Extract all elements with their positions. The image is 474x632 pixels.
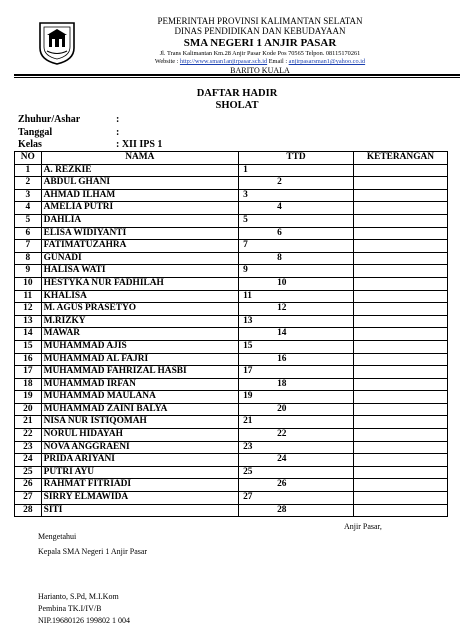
row-no: 26 <box>15 479 42 492</box>
table-row <box>15 391 448 404</box>
table-row <box>15 441 448 454</box>
row-signature: 4 <box>239 202 354 215</box>
row-keterangan <box>353 429 447 442</box>
row-no: 7 <box>15 240 42 253</box>
row-name: PRIDA ARIYANI <box>41 454 238 467</box>
row-name: M. AGUS PRASETYO <box>41 303 238 316</box>
row-name: KHALISA <box>41 290 238 303</box>
meta-kelas-value: : XII IPS 1 <box>116 139 163 150</box>
row-name: AMELIA PUTRI <box>41 202 238 215</box>
row-keterangan <box>353 164 447 177</box>
row-keterangan <box>353 202 447 215</box>
row-name: A. REZKIE <box>41 164 238 177</box>
row-name: MUHAMMAD FAHRIZAL HASBI <box>41 366 238 379</box>
row-no: 21 <box>15 416 42 429</box>
table-row <box>15 265 448 278</box>
row-name: MUHAMMAD AJIS <box>41 340 238 353</box>
row-keterangan <box>353 189 447 202</box>
table-header-row <box>15 152 448 165</box>
table-row <box>15 303 448 316</box>
row-name: MUHAMMAD MAULANA <box>41 391 238 404</box>
row-keterangan <box>353 454 447 467</box>
meta-tanggal-value: : <box>116 127 120 138</box>
row-signature: 13 <box>239 315 354 328</box>
table-row <box>15 189 448 202</box>
row-keterangan <box>353 240 447 253</box>
row-keterangan <box>353 328 447 341</box>
row-keterangan <box>353 227 447 240</box>
row-keterangan <box>353 265 447 278</box>
table-row <box>15 353 448 366</box>
row-no: 24 <box>15 454 42 467</box>
row-no: 5 <box>15 214 42 227</box>
meta-zhuhur-value: : <box>116 114 120 125</box>
header-contact <box>110 58 410 65</box>
row-no: 2 <box>15 177 42 190</box>
row-no: 25 <box>15 466 42 479</box>
row-name: MAWAR <box>41 328 238 341</box>
row-keterangan <box>353 303 447 316</box>
table-row <box>15 492 448 505</box>
row-keterangan <box>353 214 447 227</box>
row-keterangan <box>353 403 447 416</box>
table-row <box>15 227 448 240</box>
row-no: 10 <box>15 277 42 290</box>
row-name: NORUL HIDAYAH <box>41 429 238 442</box>
table-row <box>15 366 448 379</box>
row-no: 11 <box>15 290 42 303</box>
meta-tanggal-label: Tanggal <box>18 127 53 138</box>
row-name: GUNADI <box>41 252 238 265</box>
table-row <box>15 164 448 177</box>
row-no: 8 <box>15 252 42 265</box>
row-signature: 3 <box>239 189 354 202</box>
row-no: 28 <box>15 504 42 517</box>
meta-kelas <box>18 139 162 150</box>
row-name: DAHLIA <box>41 214 238 227</box>
row-keterangan <box>353 466 447 479</box>
meta-zhuhur-label: Zhuhur/Ashar <box>18 114 81 125</box>
header-region: BARITO KUALA <box>230 66 290 75</box>
row-no: 4 <box>15 202 42 215</box>
table-row <box>15 277 448 290</box>
page-title: DAFTAR HADIR <box>196 88 278 99</box>
row-signature: 1 <box>239 164 354 177</box>
email-label: Email : <box>267 58 289 65</box>
row-keterangan <box>353 416 447 429</box>
row-name: HESTYKA NUR FADHILAH <box>41 277 238 290</box>
row-signature: 6 <box>239 227 354 240</box>
attendance-table <box>14 151 448 517</box>
row-no: 1 <box>15 164 42 177</box>
row-no: 3 <box>15 189 42 202</box>
row-name: MUHAMMAD IRFAN <box>41 378 238 391</box>
row-signature: 12 <box>239 303 354 316</box>
table-row <box>15 416 448 429</box>
row-no: 20 <box>15 403 42 416</box>
header-government: PEMERINTAH PROVINSI KALIMANTAN SELATAN <box>157 16 363 26</box>
row-keterangan <box>353 277 447 290</box>
signer-nip: NIP.19680126 199802 1 004 <box>38 616 131 625</box>
col-header-keterangan: KETERANGAN <box>353 152 447 165</box>
row-no: 23 <box>15 441 42 454</box>
row-signature: 24 <box>239 454 354 467</box>
row-keterangan <box>353 177 447 190</box>
row-keterangan <box>353 252 447 265</box>
row-no: 27 <box>15 492 42 505</box>
table-row <box>15 328 448 341</box>
website-label: Website : <box>154 58 180 65</box>
col-header-nama: NAMA <box>41 152 238 165</box>
row-name: RAHMAT FITRIADI <box>41 479 238 492</box>
row-keterangan <box>353 353 447 366</box>
row-name: PUTRI AYU <box>41 466 238 479</box>
row-signature: 19 <box>239 391 354 404</box>
row-signature: 26 <box>239 479 354 492</box>
row-signature: 25 <box>239 466 354 479</box>
table-row <box>15 454 448 467</box>
row-no: 12 <box>15 303 42 316</box>
meta-kelas-label: Kelas <box>18 139 42 150</box>
row-keterangan <box>353 340 447 353</box>
row-signature: 2 <box>239 177 354 190</box>
row-no: 18 <box>15 378 42 391</box>
row-name: HALISA WATI <box>41 265 238 278</box>
page-subtitle: SHOLAT <box>215 100 259 111</box>
row-name: MUHAMMAD ZAINI BALYA <box>41 403 238 416</box>
row-keterangan <box>353 315 447 328</box>
row-signature: 14 <box>239 328 354 341</box>
table-row <box>15 479 448 492</box>
school-emblem-icon <box>37 20 77 66</box>
row-no: 6 <box>15 227 42 240</box>
signer-rank: Pembina TK.I/IV/B <box>38 604 102 613</box>
email-link[interactable]: anjirpasarsman1@yahoo.co.id <box>288 58 366 65</box>
col-header-no: NO <box>15 152 42 165</box>
row-signature: 27 <box>239 492 354 505</box>
row-signature: 28 <box>239 504 354 517</box>
row-signature: 10 <box>239 277 354 290</box>
row-name: SITI <box>41 504 238 517</box>
row-signature: 22 <box>239 429 354 442</box>
table-row <box>15 340 448 353</box>
signature-place: Anjir Pasar, <box>344 522 382 531</box>
table-row <box>15 378 448 391</box>
row-signature: 21 <box>239 416 354 429</box>
row-signature: 15 <box>239 340 354 353</box>
meta-zhuhur <box>18 114 119 125</box>
row-keterangan <box>353 290 447 303</box>
table-row <box>15 214 448 227</box>
row-keterangan <box>353 366 447 379</box>
row-signature: 16 <box>239 353 354 366</box>
row-no: 16 <box>15 353 42 366</box>
row-no: 14 <box>15 328 42 341</box>
row-name: MUHAMMAD AL FAJRI <box>41 353 238 366</box>
row-signature: 5 <box>239 214 354 227</box>
row-keterangan <box>353 479 447 492</box>
row-name: NOVA ANGGRAENI <box>41 441 238 454</box>
row-signature: 23 <box>239 441 354 454</box>
table-row <box>15 466 448 479</box>
row-keterangan <box>353 378 447 391</box>
row-signature: 11 <box>239 290 354 303</box>
row-name: AHMAD ILHAM <box>41 189 238 202</box>
row-name: ELISA WIDIYANTI <box>41 227 238 240</box>
table-row <box>15 504 448 517</box>
header-school-name: SMA NEGERI 1 ANJIR PASAR <box>183 37 337 49</box>
website-link[interactable]: http://www.sman1anjirpasar.sch.id <box>179 58 268 65</box>
header-divider-thin <box>14 77 460 78</box>
row-name: M.RIZKY <box>41 315 238 328</box>
row-no: 9 <box>15 265 42 278</box>
row-no: 22 <box>15 429 42 442</box>
table-row <box>15 252 448 265</box>
table-row <box>15 177 448 190</box>
row-signature: 8 <box>239 252 354 265</box>
row-keterangan <box>353 492 447 505</box>
row-no: 15 <box>15 340 42 353</box>
col-header-ttd: TTD <box>239 152 354 165</box>
table-row <box>15 403 448 416</box>
row-signature: 9 <box>239 265 354 278</box>
signature-position: Kepala SMA Negeri 1 Anjir Pasar <box>38 547 148 556</box>
row-no: 19 <box>15 391 42 404</box>
row-signature: 20 <box>239 403 354 416</box>
row-name: NISA NUR ISTIQOMAH <box>41 416 238 429</box>
signer-name: Harianto, S.Pd, M.I.Kom <box>38 592 119 601</box>
row-signature: 7 <box>239 240 354 253</box>
row-signature: 18 <box>239 378 354 391</box>
row-no: 17 <box>15 366 42 379</box>
header-department: DINAS PENDIDIKAN DAN KEBUDAYAAN <box>174 26 346 36</box>
row-name: ABDUL GHANI <box>41 177 238 190</box>
row-signature: 17 <box>239 366 354 379</box>
row-keterangan <box>353 441 447 454</box>
header-divider <box>14 74 460 76</box>
row-keterangan <box>353 391 447 404</box>
row-name: SIRRY ELMAWIDA <box>41 492 238 505</box>
table-row <box>15 240 448 253</box>
header-address: Jl. Trans Kalimantan Km.28 Anjir Pasar Kode Pos 70565 Telpon. 08115170261 <box>159 50 361 57</box>
signature-ack: Mengetahui <box>38 532 77 541</box>
row-no: 13 <box>15 315 42 328</box>
meta-tanggal <box>18 127 119 138</box>
table-row <box>15 290 448 303</box>
row-name: FATIMATUZAHRA <box>41 240 238 253</box>
table-row <box>15 315 448 328</box>
table-row <box>15 429 448 442</box>
table-row <box>15 202 448 215</box>
row-keterangan <box>353 504 447 517</box>
